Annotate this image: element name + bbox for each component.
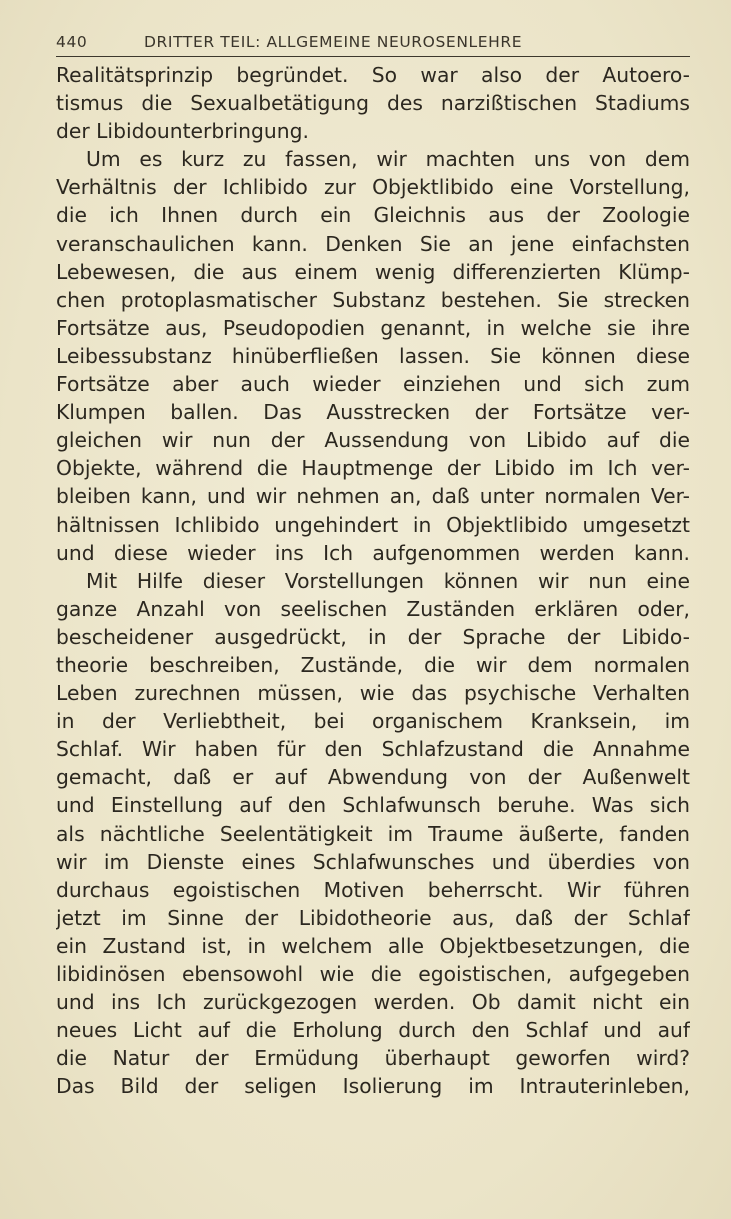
text-line: Realitätsprinzip begründet. So war also der Autoero- (56, 63, 690, 87)
text-line: chen protoplasmatischer Substanz bestehen. Sie strecken (56, 287, 690, 312)
text-line: und ins Ich zurückgezogen werden. Ob damit nicht ein (56, 990, 690, 1015)
text-line: der Libidounterbringung. (56, 119, 309, 144)
text-line: gleichen wir nun der Aussendung von Libido auf die (56, 428, 690, 453)
text-line: Verhältnis der Ichlibido zur Objektlibido eine Vorstellung, (56, 175, 690, 200)
text-line: neues Licht auf die Erholung durch den Schlaf und auf (56, 1018, 690, 1043)
text-line: und Einstellung auf den Schlafwunsch beruhe. Was sich (56, 793, 690, 818)
text-line: libidinösen ebensowohl wie die egoistischen, aufgegeben (56, 962, 690, 986)
text-line: jetzt im Sinne der Libidotheorie aus, daß der Schlaf (56, 905, 690, 930)
text-line: tismus die Sexualbetätigung des narzißtischen Stadiums (56, 91, 690, 116)
text-line: in der Verliebtheit, bei organischem Kranksein, im (56, 709, 690, 734)
text-line: Klumpen ballen. Das Ausstrecken der Fortsätze ver- (56, 400, 690, 425)
text-line: Objekte, während die Hauptmenge der Libido im Ich ver- (56, 456, 690, 481)
text-line: Mit Hilfe dieser Vorstellungen können wir nun eine (86, 568, 690, 593)
text-line: Das Bild der seligen Isolierung im Intrauterinleben, (56, 1074, 690, 1099)
text-line: bleiben kann, und wir nehmen an, daß unter normalen Ver- (56, 484, 690, 509)
text-line: hältnissen Ichlibido ungehindert in Objektlibido umgesetzt (56, 512, 690, 537)
text-line: als nächtliche Seelentätigkeit im Traume äußerte, fanden (56, 821, 690, 846)
text-line: bescheidener ausgedrückt, in der Sprache der Libido- (56, 624, 690, 649)
book-page (56, 30, 690, 1100)
text-line: ganze Anzahl von seelischen Zuständen erklären oder, (56, 596, 690, 621)
text-line: die Natur der Ermüdung überhaupt geworfen wird? (56, 1046, 690, 1071)
running-header (56, 30, 690, 54)
text-line: Um es kurz zu fassen, wir machten uns von dem (86, 147, 690, 172)
text-line: Schlaf. Wir haben für den Schlafzustand die Annahme (56, 737, 690, 762)
text-line: ein Zustand ist, in welchem alle Objektbesetzungen, die (56, 933, 690, 958)
text-line: Lebewesen, die aus einem wenig differenzierten Klümp- (56, 259, 690, 284)
text-line: Fortsätze aber auch wieder einziehen und sich zum (56, 372, 690, 397)
text-line: theorie beschreiben, Zustände, die wir dem normalen (56, 652, 690, 677)
text-line: durchaus egoistischen Motiven beherrscht. Wir führen (56, 877, 690, 902)
text-line: Leben zurechnen müssen, wie das psychische Verhalten (56, 681, 690, 706)
page-number: 440 (56, 33, 88, 51)
body-text (56, 61, 690, 1100)
header-rule (56, 56, 690, 57)
running-title: DRITTER TEIL: ALLGEMEINE NEUROSENLEHRE (144, 33, 523, 51)
text-line: und diese wieder ins Ich aufgenommen werden kann. (56, 540, 690, 565)
text-line: wir im Dienste eines Schlafwunsches und überdies von (56, 849, 690, 874)
text-line: gemacht, daß er auf Abwendung von der Außenwelt (56, 765, 690, 790)
text-line: Leibessubstanz hinüberfließen lassen. Sie können diese (56, 343, 690, 368)
text-line: veranschaulichen kann. Denken Sie an jene einfachsten (56, 231, 690, 256)
text-line: die ich Ihnen durch ein Gleichnis aus der Zoologie (56, 203, 690, 228)
text-line: Fortsätze aus, Pseudopodien genannt, in welche sie ihre (56, 315, 690, 340)
